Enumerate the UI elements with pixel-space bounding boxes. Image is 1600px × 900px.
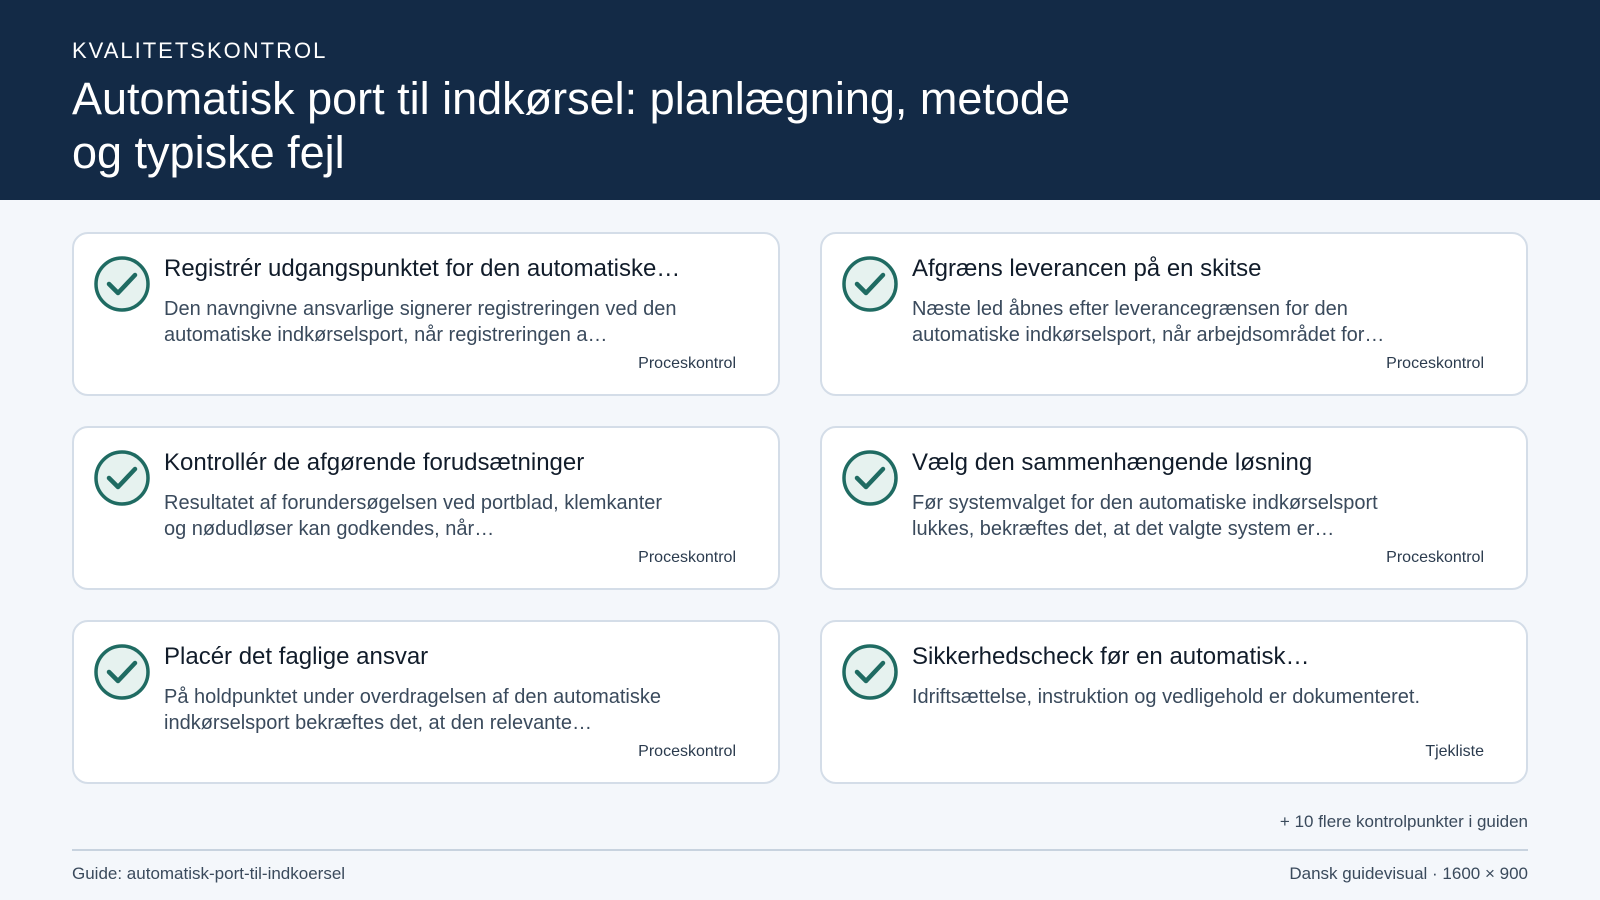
checklist-card [72, 232, 780, 396]
card-tag: Tjekliste [1425, 743, 1484, 760]
card-description: Næste led åbnes efter leverancegrænsen for den automatiske indkørselsport, når arbejdsområdet for… [912, 298, 1385, 346]
check-circle-icon [840, 448, 900, 508]
checklist-card [820, 426, 1528, 590]
card-tag: Proceskontrol [638, 549, 736, 566]
card-tag: Proceskontrol [638, 743, 736, 760]
card-title: Vælg den sammenhængende løsning [912, 449, 1313, 476]
card-description: På holdpunktet under overdragelsen af den automatiske indkørselsport bekræftes det, at den relevante… [164, 686, 662, 734]
card-description: Resultatet af forundersøgelsen ved portblad, klemkanter og nødudløser kan godkendes, når… [164, 492, 663, 540]
eyebrow-label: KVALITETSKONTROL [72, 38, 328, 63]
checklist-card [820, 232, 1528, 396]
card-description: Den navngivne ansvarlige signerer registreringen ved den automatiske indkørselsport, når registreringen a… [164, 298, 677, 346]
card-description: Før systemvalget for den automatiske indkørselsport lukkes, bekræftes det, at det valgte system er… [912, 492, 1378, 540]
card-description: Idriftsættelse, instruktion og vedligehold er dokumenteret. [912, 686, 1421, 708]
check-circle-icon [92, 448, 152, 508]
page-header [0, 0, 1600, 200]
card-title: Placér det faglige ansvar [164, 643, 429, 670]
checklist-grid [72, 232, 1528, 784]
card-title: Registrér udgangspunktet for den automatiske… [164, 255, 681, 282]
card-title: Afgræns leverancen på en skitse [912, 255, 1262, 282]
footer-guide-slug: Guide: automatisk-port-til-indkoersel [72, 864, 346, 883]
more-checkpoints-link[interactable]: + 10 flere kontrolpunkter i guiden [1279, 812, 1528, 831]
card-tag: Proceskontrol [1386, 549, 1484, 566]
card-title: Kontrollér de afgørende forudsætninger [164, 449, 585, 476]
footer-meta: Dansk guidevisual · 1600 × 900 [1289, 864, 1528, 883]
page-title: Automatisk port til indkørsel: planlægning, metode og typiske fejl [72, 73, 1070, 178]
check-circle-icon [840, 642, 900, 702]
checklist-card [72, 620, 780, 784]
checklist-card [820, 620, 1528, 784]
card-tag: Proceskontrol [1386, 355, 1484, 372]
check-circle-icon [92, 254, 152, 314]
checklist-card [72, 426, 780, 590]
card-title: Sikkerhedscheck før en automatisk… [912, 643, 1310, 670]
check-circle-icon [92, 642, 152, 702]
footer-divider [72, 849, 1528, 851]
card-tag: Proceskontrol [638, 355, 736, 372]
check-circle-icon [840, 254, 900, 314]
